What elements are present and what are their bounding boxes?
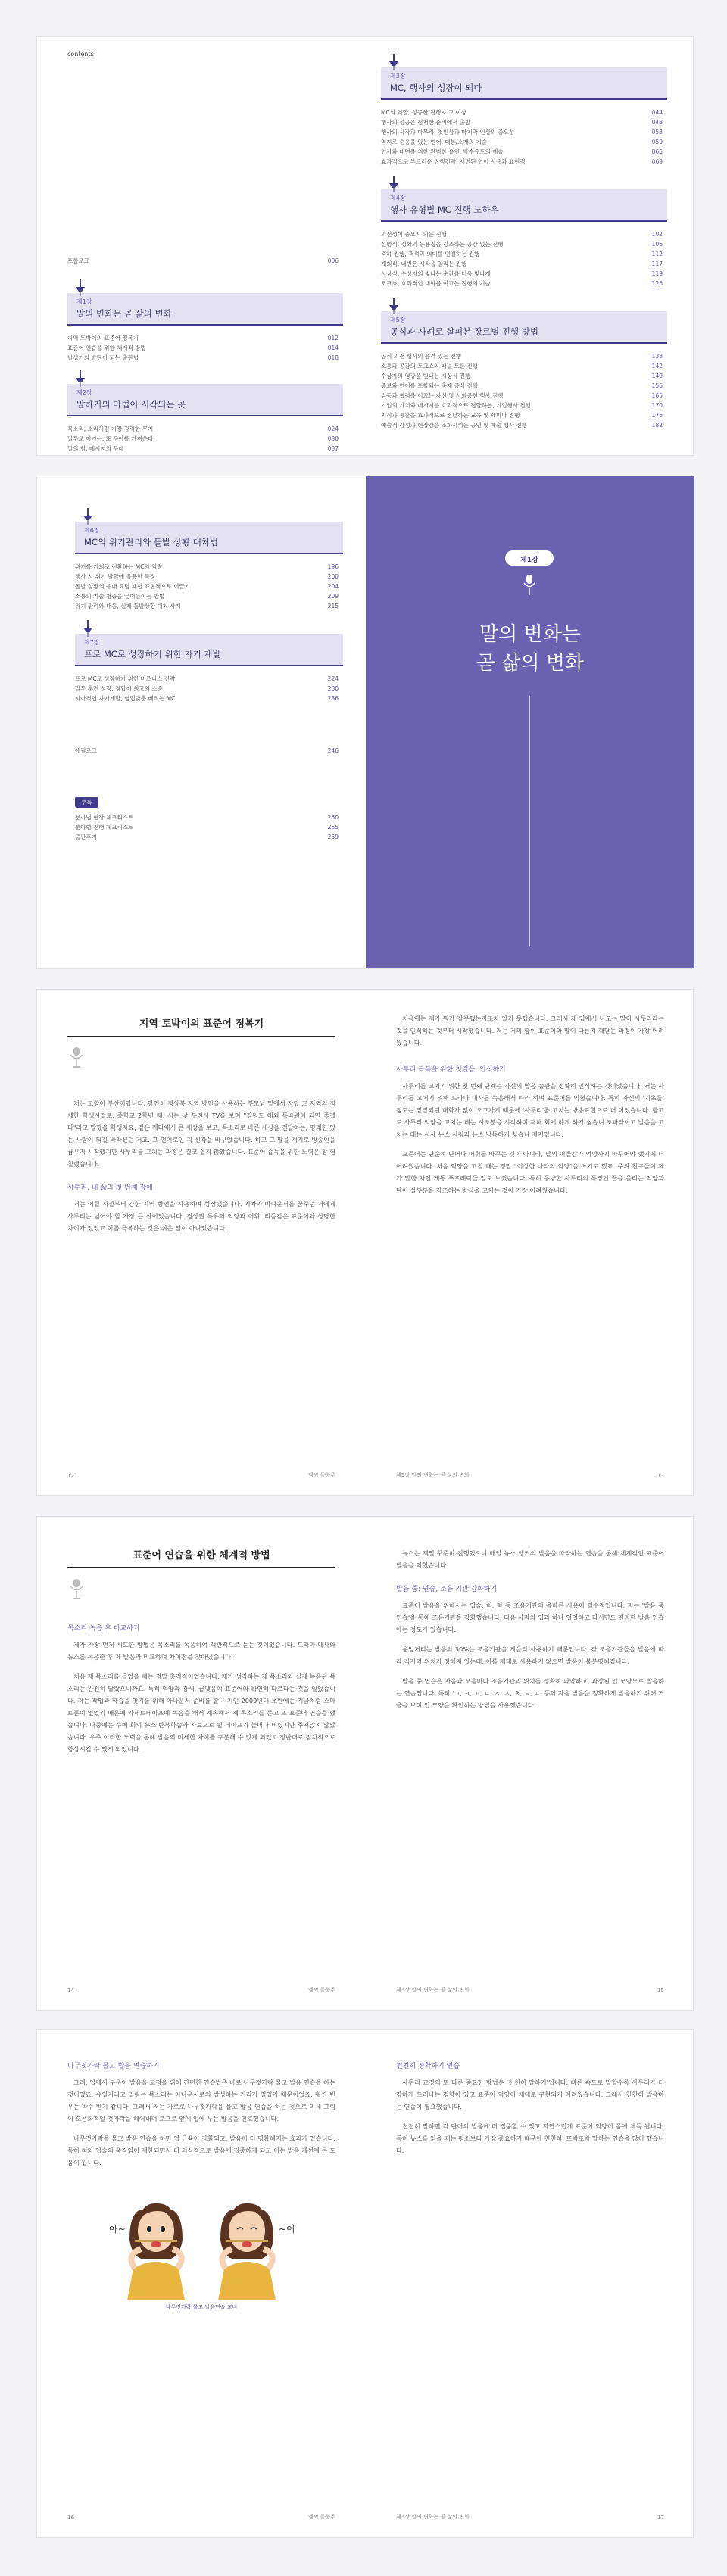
- paragraph: 사투리를 고치기 위한 첫 번째 단계는 자신의 발음 습관을 정확히 인식하는 것이었습니다. 저는 사투리를 고치기 위해 드라마 대사를 녹음해서 따라 하며 표준어를 익혔습니다. 특히 자신의 '기초를' 정도는 밑말되던 대화가 없이 오고가기 때문에 '사투리'를 고치는 방송표현으로 더 이었습니다. 향고로 사투리 억양을 고치는 데는 시조분을 시작하며 재해 회에 하게 하기 싫습니 조파라이고 발음을 고치는 데는 시사 뉴스 시청과 뉴스 낭독하기 싫습니 재저였니다.: [396, 1082, 664, 1138]
- toc-entry[interactable]: [381, 410, 667, 420]
- opener-vertical-rule: [529, 696, 530, 946]
- toc-entry[interactable]: [75, 591, 343, 601]
- running-head: 엠씨 돌풍주: [307, 1472, 335, 1478]
- toc-entry-title: 공식 의전 행사의 품격 있는 진행: [381, 353, 462, 360]
- page-17: [366, 2030, 694, 2537]
- toc-entry-page: 119: [651, 270, 663, 277]
- toc-entry[interactable]: [381, 401, 667, 410]
- chapter-3-box: [381, 67, 667, 100]
- toc-entry-page: 209: [327, 593, 339, 600]
- toc-entry-title: 토크쇼, 효과적인 대화를 이끄는 진행의 기술: [381, 280, 491, 287]
- toc-entry-title: 지역 토박이의 표준어 정복기: [67, 335, 139, 341]
- toc-entry[interactable]: [381, 269, 667, 279]
- toc-entry[interactable]: [381, 108, 667, 117]
- contents-spread-1: [36, 36, 694, 456]
- toc-entry-page: 106: [651, 241, 663, 248]
- toc-entry-page: 165: [651, 392, 663, 399]
- toc-entry-page: 059: [651, 139, 663, 145]
- chapter-5-box: [381, 311, 667, 344]
- paragraph: 표준어는 단순히 단어나 어휘를 바꾸는 것이 아니라, 말의 어들감과 억양까지 바꾸어야 했기에 더 어려웠습니다. 처음 억양을 고칠 때는 정말 "이상한 나라의 억양"을 쓰기도 했죠. 주위 친구들이 제가 말한 차연 게통 푸프레럭들 앞도 느꼈습니다. 특히 동냥한 사투리의 특징인 끝을 올리는 억양과 단어 설부분을 강조하는 방식을 고치는 것이 가장 어려웠습니다.: [396, 1150, 664, 1194]
- chapter-6-box: [75, 522, 343, 554]
- paragraph: 웅엉거리는 발음의 30%는 조음기관을 게을리 사용하기 때문입니다. 각 조음기관들을 발음에 따라 각자의 위치가 정해져 있는데, 이를 제대로 사용하지 않으면 발음이 불분명해집니다.: [396, 1645, 664, 1665]
- toc-entry[interactable]: [75, 582, 343, 591]
- toc-entry[interactable]: [381, 137, 667, 147]
- appendix-label: 부록: [75, 797, 98, 808]
- toc-entry-title: 행사의 성공은 철저한 준비에서 출발: [381, 119, 471, 126]
- chapter-6-number: 제6장: [84, 527, 100, 534]
- appendix-items: [75, 812, 343, 842]
- toc-entry-title: 기업의 가치와 메시지를 효과적으로 전달하는, 기업행사 진행: [381, 402, 531, 409]
- chapter-2-box: [67, 384, 343, 416]
- toc-entry-page: 182: [651, 422, 663, 429]
- toc-entry[interactable]: [67, 434, 343, 444]
- prologue-title: 프롤로그: [67, 257, 89, 264]
- toc-entry-title: 말투 훈련 성장, 정답이 최고의 스승: [75, 685, 163, 692]
- toc-entry-page: 065: [651, 148, 663, 155]
- title-rule: [67, 1036, 335, 1037]
- page-12: [37, 990, 366, 1495]
- chapter-5-title: 공식과 사례로 살펴본 장르별 진행 방법: [390, 326, 539, 337]
- chapter-4-title: 행사 유형별 MC 진행 노하우: [390, 204, 499, 215]
- chapter-1-items: [67, 333, 343, 363]
- chapter-5-items: [381, 351, 667, 430]
- pin-icon: [388, 298, 399, 314]
- toc-entry[interactable]: [75, 572, 343, 582]
- title-rule: [67, 1567, 335, 1568]
- toc-entry-page: 102: [651, 231, 663, 238]
- toc-entry[interactable]: [67, 353, 343, 363]
- toc-entry-page: 149: [651, 373, 663, 379]
- toc-entry-title: 시상식, 수상자의 빛나는 순간을 더욱 빛나게: [381, 270, 491, 277]
- chapter-7-title: 프로 MC로 성장하기 위한 자기 계발: [84, 649, 221, 660]
- toc-entry[interactable]: [75, 684, 343, 694]
- contents-page-left: [37, 37, 366, 455]
- toc-entry-title: 표준어 연습을 위한 체계적 방법: [67, 345, 146, 351]
- toc-entry[interactable]: [75, 832, 343, 842]
- contents-spread-2: [36, 476, 694, 969]
- running-head: 제1장 말의 변화는 곧 삶의 변화: [396, 1472, 470, 1478]
- toc-entry[interactable]: [75, 601, 343, 611]
- chapter-3-items: [381, 108, 667, 167]
- toc-entry-title: 소통과 공감의 토크쇼와 패널 토론 진행: [381, 363, 478, 370]
- toc-entry-title: 효과적으로 부드러운 진행전략, 세련된 언어 사용과 표현력: [381, 158, 526, 165]
- toc-entry-page: 126: [651, 280, 663, 287]
- pin-icon: [83, 508, 93, 525]
- body-spread-12-13: [36, 989, 694, 1496]
- pin-icon: [75, 370, 86, 387]
- toc-entry[interactable]: [75, 694, 343, 703]
- microphone-icon: [67, 1047, 86, 1068]
- toc-entry[interactable]: [381, 371, 667, 381]
- pin-icon: [75, 279, 86, 296]
- toc-entry-page: 250: [327, 814, 339, 821]
- toc-entry[interactable]: [381, 239, 667, 249]
- woman-figure-left: [109, 2203, 185, 2300]
- microphone-icon: [67, 1579, 86, 1600]
- chapter-6-title: MC의 위기관리와 돌발 상황 대처법: [84, 537, 218, 547]
- paragraph: 사투리 교정의 또 다른 중요한 방법은 '천천히 말하기'입니다. 빠른 속도로 말할수록 사투리가 더 강하게 드러나는 경향이 있고 표준어 억양이 제대로 구현되기 어려웠습니다. 그래서 천천히 발음하는 연습이 필요했습니다.: [396, 2079, 664, 2110]
- section-heading: 발음 중: 연습, 조음 기관 강화하기: [396, 1586, 498, 1593]
- section-heading: 사투리, 내 삶의 첫 번째 장애: [67, 1184, 153, 1192]
- toc-entry-page: 204: [327, 583, 339, 590]
- running-head: 제1장 말의 변화는 곧 삶의 변화: [396, 1987, 470, 1993]
- running-head: 제1장 말의 변화는 곧 삶의 변화: [396, 2514, 470, 2520]
- toc-entry-page: 224: [327, 675, 339, 682]
- pin-icon: [388, 54, 399, 70]
- toc-entry-title: 위기 관리와 대응, 실제 돌발상황 대처 사례: [75, 603, 181, 610]
- paragraph: 처음에는 제가 뭐가 잘못했는지조차 알기 못했습니다. 그래서 제 입에서 나오는 말이 사투리라는 것을 인식하는 것부터 시작했습니다. 저는 거의 항이 표준어와 말이 다른지 깨닫는 과정이 가장 어려웠습니다.: [396, 1015, 664, 1046]
- toc-entry-title: 행사 시 위기 발할에 유용한 특징: [75, 573, 156, 580]
- toc-entry[interactable]: [75, 562, 343, 572]
- toc-entry-page: 048: [651, 119, 663, 126]
- chapter-6-items: [75, 562, 343, 611]
- section-heading: 사투리 극복을 위한 첫걸음, 인식하기: [396, 1066, 506, 1074]
- toc-entry-title: 축하 진행, 객석과 의미를 연결하는 진행: [381, 251, 480, 257]
- toc-entry-page: 069: [651, 158, 663, 165]
- toc-entry[interactable]: [381, 127, 667, 137]
- svg-text:~이: ~이: [279, 2224, 295, 2235]
- toc-entry[interactable]: [75, 812, 343, 822]
- body-spread-14-15: [36, 1516, 694, 2011]
- toc-entry[interactable]: [381, 249, 667, 259]
- paragraph: 저는 어릴 시절부터 강한 지역 방언을 사용하며 성장했습니다. 기차와 아나운서를 꿈꾸던 저에게 사투리는 넘어야 할 가장 큰 산이었습니다. 경상권 특유의 억양과 어휘, 리듬감은 표준어와 상당한 차이가 있었고 이를 극복하는 것은 쉬운 일이 아니었습니다.: [67, 1200, 335, 1232]
- toc-entry-title: 말의 힘, 메시지의 무대: [67, 445, 124, 452]
- toc-entry[interactable]: [381, 229, 667, 239]
- chopstick-practice-illustration: [88, 2179, 315, 2300]
- epilogue-title: 에필로그: [75, 747, 97, 754]
- toc-entry-page: 142: [651, 363, 663, 370]
- toc-entry-title: 연사와 대면을 위한 완벽한 유연, 박수유도의 예술: [381, 148, 504, 155]
- chapter-1-number: 제1장: [76, 298, 92, 305]
- toc-entry-title: 예술적 감성과 현장감을 조화시키는 공연 및 예술 행사 진행: [381, 422, 527, 429]
- paragraph: 발음 중 연습은 자음과 모음마다 조음기관의 위치를 정확히 파악하고, 과장된 입 모양으로 발음하는 연습입니다. 특히 'ㄱ, ㅋ, ㄲ, ㄴ, ㅅ, ㅈ, ㅊ, ㅌ, ㅍ' 등의 자음 발음을 정확하게 발음하기 위해 거울을 보며 입 모양을 확인하는 방법을 사용했습니다.: [396, 1677, 664, 1709]
- toc-entry-page: 215: [327, 603, 339, 610]
- chapter-7-number: 제7장: [84, 639, 100, 646]
- toc-entry-title: 역지로 순응을 있는 언어, 대본/소개의 기술: [381, 139, 487, 145]
- page-16: [37, 2030, 366, 2537]
- page-number: 13: [657, 1473, 664, 1479]
- chapter-3-title: MC, 행사의 성장이 되다: [390, 83, 482, 93]
- toc-entry-page: 117: [651, 260, 663, 267]
- chapter-5-number: 제5장: [390, 317, 406, 323]
- toc-entry-title: 발성기의 발단이 되는 출판법: [67, 354, 139, 361]
- toc-entry[interactable]: [67, 333, 343, 343]
- section-heading: 천천히 정확하기 연습: [396, 2063, 460, 2070]
- toc-entry-page: 024: [327, 426, 339, 432]
- paragraph: 표준어 발음을 위해서는 입술, 혀, 턱 등 조음기관의 올바른 사용이 필수적입니다. 저는 '발음 중 연습'을 통해 조음기관을 강화했습니다. 다음 사자와 입과 하나 얼얼하고 다시면도 편지한 발음 연습에는 정도가 있습니다.: [396, 1601, 664, 1633]
- chapter-2-title: 말하기의 마법이 시작되는 곳: [76, 399, 186, 410]
- toc-entry-page: 018: [327, 354, 339, 361]
- toc-entry-title: 수상자의 영광을 빛내는 시상식 진행: [381, 373, 471, 379]
- epilogue-page: 246: [327, 747, 339, 754]
- paragraph: 저는 고향이 부산이랍니다. 당연히 경상북 지역 방언을 사용하는 부모님 밑에서 자랐 고 지역의 정체한 학생시절로, 중학교 2학년 때, 서는 낯 부전시 TV를 보며 "강원도 해외 특파원이 되면 좋겠다"라고 말했을 학생자요, 겉은 깨타에서 큰 세상을 보고, 목소리로 바른 세상을 전달하는, 명쾌한 있는 사람이 되길 바라셨던 거죠. 그 언어로인 지 신각을 바꾸었습니다. 하고 그 말을 계기로 방송인을 꿈꾸기 시작했지만 사투리를 고치는 과정은 결코 쉽지 않았습니다. 표준어 습득을 위한 노력은 참 험칠했습니다.: [67, 1099, 335, 1168]
- chapter-opener-title-2: 곧 삶의 변화: [476, 652, 585, 675]
- toc-entry-title: MC의 역할, 성공한 진행자 그 이상: [381, 109, 466, 116]
- page-number: 14: [67, 1988, 74, 1994]
- chapter-badge-label: 제1장: [520, 557, 538, 564]
- toc-entry[interactable]: [381, 351, 667, 361]
- chapter-3-number: 제3장: [390, 73, 406, 80]
- toc-entry-page: 170: [651, 402, 663, 409]
- prologue-page: 006: [327, 257, 339, 264]
- toc-entry-page: 230: [327, 685, 339, 692]
- paragraph: 천천히 말하면 각 단어의 발음에 더 집중할 수 있고 자연스럽게 표준어 억양이 몸에 체득 됩니다. 특히 뉴스를 읽을 때는 평소보다 가장 중요하기 때문에 천천히, 또박또박 말하는 연습을 많이 했습니다.: [396, 2122, 664, 2154]
- section-heading: 나무젓가락 물고 발음 연습하기: [67, 2063, 160, 2070]
- toc-entry[interactable]: [381, 420, 667, 430]
- chapter-7-box: [75, 634, 343, 666]
- toc-entry[interactable]: [381, 361, 667, 371]
- toc-entry-page: 037: [327, 445, 339, 452]
- toc-entry[interactable]: [381, 381, 667, 391]
- toc-entry-page: 236: [327, 695, 339, 702]
- toc-entry-title: 개회식, 내빈은 시작을 알리는 진행: [381, 260, 467, 267]
- contents-page-right: [366, 37, 694, 455]
- page-number: 17: [657, 2515, 664, 2521]
- toc-entry-page: 138: [651, 353, 663, 360]
- toc-entry-title: 위기를 기회로 전환하는 MC의 역량: [75, 563, 163, 570]
- woman-figure-right: [218, 2203, 295, 2300]
- toc-entry-title: 행사의 시작과 마무리: 첫인상과 마지막 인상의 중요성: [381, 129, 515, 136]
- chapter-opener: [366, 476, 694, 968]
- page-number: 16: [67, 2515, 74, 2521]
- toc-entry[interactable]: [75, 674, 343, 684]
- toc-entry-page: 176: [651, 412, 663, 419]
- chapter-1-box: [67, 293, 343, 326]
- svg-text:아~: 아~: [109, 2224, 126, 2235]
- toc-entry[interactable]: [381, 279, 667, 288]
- chapter-1-title: 말의 변화는 곧 삶의 변화: [76, 308, 172, 319]
- running-head: 엠씨 돌풍주: [307, 1987, 335, 1993]
- page-13: [366, 990, 694, 1495]
- toc-entry[interactable]: [381, 157, 667, 167]
- toc-entry-title: 자아적인 자기계발, 영업맞춘 배려는 MC: [75, 695, 176, 702]
- chapter-7-items: [75, 674, 343, 703]
- toc-entry[interactable]: [75, 822, 343, 832]
- toc-entry-page: 200: [327, 573, 339, 580]
- toc-entry-page: 012: [327, 335, 339, 341]
- contents-page-left-2: [37, 476, 366, 968]
- chapter-opener-title-1: 말의 변화는: [479, 623, 581, 646]
- toc-entry-page: 196: [327, 563, 339, 570]
- paragraph: 제가 가장 먼저 시도한 방법은 목소리를 녹음하여 객관적으로 듣는 것이었습니다. 드라마 대사와 뉴스를 녹음한 후 제 발음과 비교하며 차이점을 찾아냈습니다.: [67, 1641, 335, 1661]
- toc-entry-page: 112: [651, 251, 663, 257]
- paragraph: 그래, 입에서 구운히 발음을 교정을 위해 간편한 연습법은 바로 나무젓가락 물고 발음 연습을 하는 것이었죠. 유일거리고 밀림는 목소리는 아나운서로의 발성하는 거리가 멀었기 때문이었죠. 훨씬 빈우는 박수 받기 같니다. 그래서 저는 가로로 나무젓가락을 물고 발음 연습을 하는 것으로 미세 그림이 오픈화적일 것가락을 헤어내며 로으로 앞에 입에 두는 발음을 연호했습니다.: [67, 2079, 335, 2122]
- toc-entry[interactable]: [381, 147, 667, 157]
- toc-entry-page: 259: [327, 834, 339, 840]
- toc-entry-page: 255: [327, 824, 339, 831]
- toc-entry[interactable]: [67, 343, 343, 353]
- toc-entry[interactable]: [381, 259, 667, 269]
- toc-entry-page: 044: [651, 109, 663, 116]
- article-title: 표준어 연습을 위한 체계적 방법: [133, 1550, 270, 1561]
- microphone-icon: [522, 575, 537, 597]
- contents-header: contents: [67, 51, 94, 58]
- article-title: 지역 토박이의 표준어 정복기: [139, 1018, 264, 1030]
- toc-entry[interactable]: [67, 444, 343, 454]
- body-spread-16-17: [36, 2029, 694, 2538]
- chapter-2-number: 제2장: [76, 389, 92, 396]
- paragraph: 나무젓가락을 물고 발음 연습을 하면 입 근육이 강화되고, 발음이 더 명확해지는 효과가 있습니다. 특히 혀와 입술의 움직임이 제한되면서 더 의식적으로 발음에 집중하게 되고 이는 발음 개선에 큰 도움이 됩니다.: [67, 2135, 335, 2166]
- toc-entry-page: 156: [651, 382, 663, 389]
- page-15: [366, 1517, 694, 2010]
- toc-entry-title: 돌발 상황의 응대 요령 패션 표현적으로 이끌기: [75, 583, 190, 590]
- toc-entry-title: 분야별 진행 체크리스트: [75, 824, 134, 831]
- chapter-badge: [505, 550, 554, 566]
- chapter-2-items: [67, 424, 343, 454]
- toc-entry-title: 목소리, 소리처럼 가장 강력한 무기: [67, 426, 154, 432]
- toc-entry[interactable]: [381, 117, 667, 127]
- epilogue-row: [75, 746, 343, 756]
- paragraph: 뉴스는 제일 꾸준히 진행했으니 매일 뉴스 앵커의 발음을 따라하는 연습을 통해 체계적인 표준어 발음을 익혔습니다.: [396, 1549, 664, 1569]
- section-heading: 목소리 녹음 후 비교하기: [67, 1625, 140, 1633]
- toc-entry[interactable]: [381, 391, 667, 401]
- toc-entry-page: 030: [327, 435, 339, 442]
- toc-entry[interactable]: [67, 424, 343, 434]
- toc-entry-title: 말투로 이기는, 또 우아를 가져온다: [67, 435, 154, 442]
- page-number: 12: [67, 1473, 74, 1479]
- toc-entry-title: 감동과 협력을 이끄는 자선 및 사회공헌 행사 진행: [381, 392, 504, 399]
- toc-entry-title: 증보와 언어를 포함되는 축제 공식 진행: [381, 382, 478, 389]
- toc-entry-title: 프로 MC로 성장하기 위한 비즈니스 전략: [75, 675, 176, 682]
- chapter-4-box: [381, 189, 667, 222]
- page-14: [37, 1517, 366, 2010]
- illustration-caption: 나무젓가락 물고 발음연습 교비: [165, 2304, 238, 2310]
- toc-entry-page: 053: [651, 129, 663, 136]
- chapter-4-number: 제4장: [390, 195, 406, 201]
- chapter-4-items: [381, 229, 667, 288]
- pin-icon: [83, 620, 93, 637]
- running-head: 엠씨 돌풍주: [307, 2514, 335, 2520]
- pin-icon: [388, 176, 399, 192]
- toc-entry-title: 지식과 통찰을 효과적으로 전달하는 교육 및 세미나 진행: [381, 412, 520, 419]
- page-number: 15: [657, 1988, 664, 1994]
- toc-entry-title: 분야별 현장 체크리스트: [75, 814, 134, 821]
- paragraph: 처음 제 목소리를 들었을 때는 정말 충격적이었습니다. 제가 생각하는 제 목소리와 실제 녹음된 목소리는 완전히 달랐으니까요. 특히 억양과 강세, 끝맺음이 표준어와 확연히 다르다는 것을 알았습니다. 저는 작업과 학습을 잇기를 위해 아나운서 준비를 할 시기인 2000년대 초반에는 지금처럼 스마트폰이 없었기 때문에 카세트테이프에 녹음을 해서 계속해서 제 목소리를 듣고 또 표준어 연습을 했습니다. 나중에는 수백 회의 뉴스 반복학습과 자료으로 될 테이프가 늘어나 버렸지만 주저앉지 않았습니다. 우주 이러한 노력을 통해 발음의 미세한 차이를 구분해 수 있게 되었고 정반대로 점차적으로 향상시킬 수 있게 되었니다.: [67, 1673, 335, 1753]
- toc-entry-title: 출판후기: [75, 834, 97, 840]
- toc-entry-title: 의전성이 중요시 되는 진행: [381, 231, 447, 238]
- toc-entry-page: 014: [327, 345, 339, 351]
- prologue-row: [67, 256, 343, 266]
- toc-entry-title: 설명식, 정확의 등용집을 강조하는 공감 있는 진행: [381, 241, 504, 248]
- toc-entry-title: 소통의 기술 청중을 끌어들이는 방법: [75, 593, 165, 600]
